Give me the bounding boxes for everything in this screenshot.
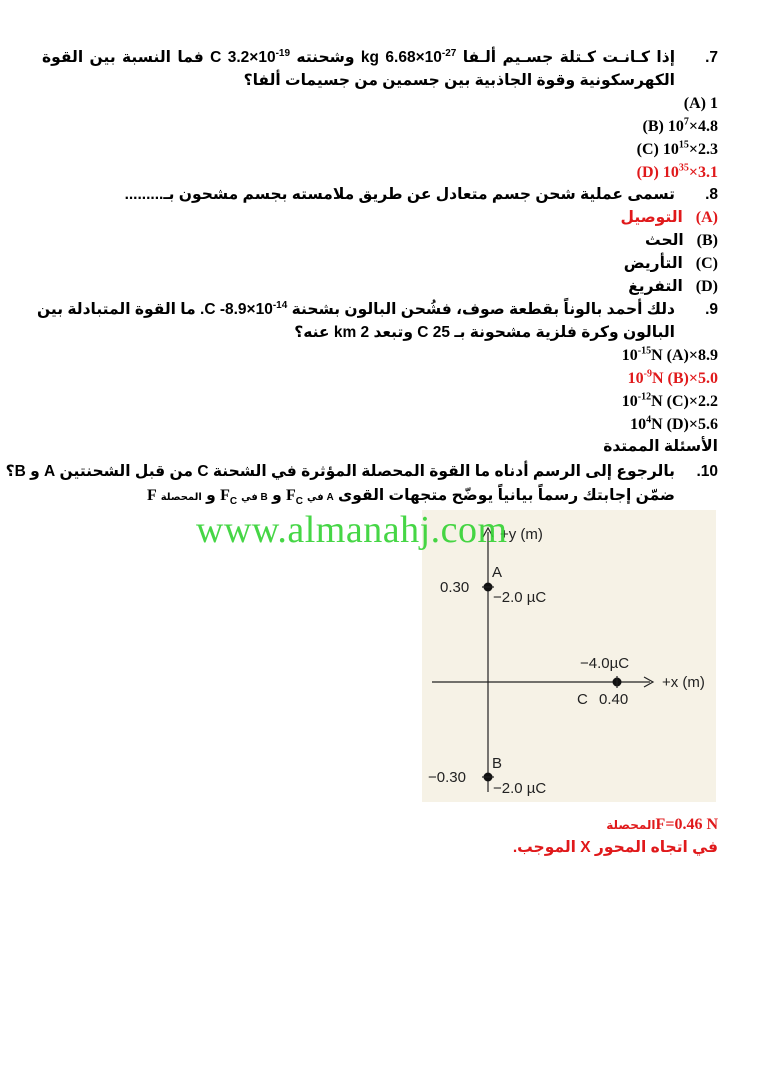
watermark: www.almanahj.com [196, 509, 508, 551]
q8-number: 8. [705, 186, 718, 203]
q10-line2: ضمّن إجابتك رسماً بيانياً يوضّح متجهات القوى A في $F_C$ و B في $F_C$ و المحصلة F [146, 487, 675, 508]
q8-option-a-correct: (A) التوصيل [620, 209, 718, 226]
q9-option-a: $10^{-15}N$ (A)×8.9 [621, 345, 718, 364]
answer-line2: في اتجاه المحور X الموجب. [512, 839, 718, 856]
charges-diagram [422, 510, 716, 802]
q7-option-b: (B) $10^7\times 4.8$ [642, 116, 718, 135]
q7-option-a: (A) 1 [683, 95, 718, 112]
q8-text: تسمى عملية شحن جسم متعادل عن طريق ملامسته بجسم مشحون بـ......... [124, 186, 675, 203]
charge-b-label: B [492, 755, 503, 772]
q9-option-c: $10^{-12}N$ (C)×2.2 [621, 391, 718, 410]
answer-line1: F=0.46 Nالمحصلة [606, 816, 718, 833]
q9-line1: دلك أحمد بالوناً بقطعة صوف، فشُحن البالون بشحنة C $-8.9\times 10^{-14}$. ما القوة المتبادلة بين [36, 299, 675, 318]
charge-b-value: −2.0 µC [493, 780, 547, 797]
q10-line1: بالرجوع إلى الرسم أدناه ما القوة المحصلة المؤثرة في الشحنة C من قبل الشحنتين A و B؟ [5, 463, 675, 480]
q7-number: 7. [705, 49, 718, 66]
q7-option-d-correct: (D) $10^{35}\times 3.1$ [636, 162, 718, 181]
q7-line2: الكهرسكونية وقوة الجاذبية بين جسمين من جسيمات ألفا؟ [243, 72, 675, 89]
q9-number: 9. [705, 301, 718, 318]
charge-c-value: −4.0µC [580, 655, 630, 672]
q10-number: 10. [696, 463, 718, 480]
q9-option-d: $10^4N$ (D)×5.6 [630, 414, 718, 433]
charge-c-x-value: 0.40 [599, 691, 629, 708]
q7-line1: إذا كـانـت كـتلة جسـيم ألـفا kg $6.68\times 10^{-27}$ وشحنته C $3.2\times 10^{-19}$ فما النسبة بين القوة [42, 47, 676, 66]
q8-option-b: (B) الحث [645, 232, 718, 249]
section-heading-extended: الأسئلة الممتدة [603, 438, 718, 455]
q7-option-c: (C) $10^{15}\times 2.3$ [636, 139, 718, 158]
charge-b-y-value: −0.30 [428, 769, 466, 786]
q8-option-d: (D) التفريغ [628, 278, 718, 295]
charge-a-y-value: 0.30 [440, 579, 470, 596]
x-axis-label: +x (m) [662, 674, 705, 691]
charge-c-label: C [577, 691, 588, 708]
q9-line2: البالون وكرة فلزية مشحونة بـ C 25 وتبعد km 2 عنه؟ [294, 324, 675, 341]
charge-a-value: −2.0 µC [493, 589, 547, 606]
diagram-background [422, 510, 716, 802]
y-axis-label: +y (m) [500, 526, 543, 543]
q9-option-b-correct: $10^{-9}N$ (B)×5.0 [627, 368, 718, 387]
charge-a-label: A [492, 564, 503, 581]
q8-option-c: (C) التأريض [623, 255, 718, 272]
